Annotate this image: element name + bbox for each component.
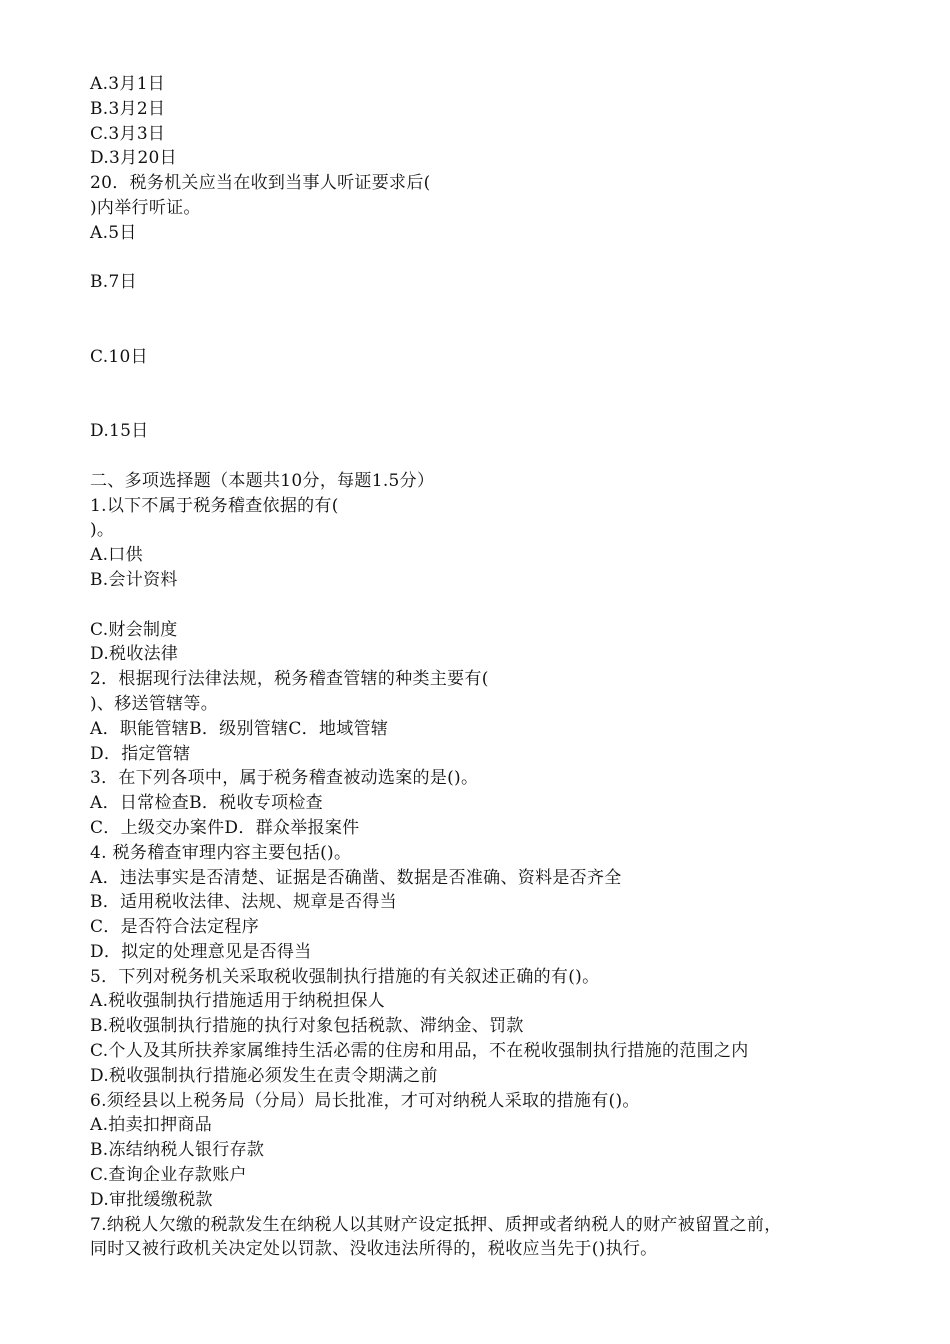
mq5-option-d: D.税收强制执行措施必须发生在责令期满之前 bbox=[90, 1065, 438, 1086]
mq1-stem-line-2: )。 bbox=[90, 520, 115, 541]
mq4-option-d: D．拟定的处理意见是否得当 bbox=[90, 941, 312, 962]
mq6-option-d: D.审批缓缴税款 bbox=[90, 1189, 213, 1210]
mq6-option-c: C.查询企业存款账户 bbox=[90, 1165, 247, 1186]
section-heading: 二、多项选择题（本题共10分，每题1.5分） bbox=[90, 470, 435, 491]
mq2-options-abc: A．职能管辖B．级别管辖C．地域管辖 bbox=[90, 718, 389, 739]
q20-option-a: A.5日 bbox=[90, 222, 137, 243]
mq3-options-cd: C．上级交办案件D．群众举报案件 bbox=[90, 817, 360, 838]
mq6-option-a: A.拍卖扣押商品 bbox=[90, 1115, 213, 1136]
mq3-options-ab: A．日常检查B．税收专项检查 bbox=[90, 793, 323, 814]
mq5-option-c: C.个人及其所扶养家属维持生活必需的住房和用品，不在税收强制执行措施的范围之内 bbox=[90, 1041, 749, 1062]
mq1-option-d: D.税收法律 bbox=[90, 644, 179, 665]
mq3-stem: 3．在下列各项中，属于税务稽查被动选案的是()。 bbox=[90, 768, 479, 789]
q20-option-b: B.7日 bbox=[90, 272, 137, 293]
mq4-option-c: C．是否符合法定程序 bbox=[90, 917, 260, 938]
q20-option-d: D.15日 bbox=[90, 421, 149, 442]
q19-option-d: D.3月20日 bbox=[90, 148, 177, 169]
q20-stem-line-2: )内举行听证。 bbox=[90, 197, 201, 218]
mq1-option-c: C.财会制度 bbox=[90, 619, 178, 640]
q19-option-b: B.3月2日 bbox=[90, 98, 166, 119]
mq2-stem-line-2: )、移送管辖等。 bbox=[90, 693, 219, 714]
mq1-stem-line-1: 1.以下不属于税务稽查依据的有( bbox=[90, 495, 339, 516]
mq5-option-a: A.税收强制执行措施适用于纳税担保人 bbox=[90, 991, 386, 1012]
q19-option-c: C.3月3日 bbox=[90, 123, 166, 144]
mq2-stem-line-1: 2．根据现行法律法规，税务稽查管辖的种类主要有( bbox=[90, 669, 489, 690]
mq4-option-a: A．违法事实是否清楚、证据是否确凿、数据是否准确、资料是否齐全 bbox=[90, 867, 622, 888]
mq1-option-b: B.会计资料 bbox=[90, 569, 178, 590]
mq7-stem-line-1: 7.纳税人欠缴的税款发生在纳税人以其财产设定抵押、质押或者纳税人的财产被留置之前， bbox=[90, 1214, 782, 1235]
blank-spacer bbox=[90, 295, 890, 345]
mq6-option-b: B.冻结纳税人银行存款 bbox=[90, 1140, 265, 1161]
blank-spacer bbox=[90, 593, 890, 618]
mq4-option-b: B．适用税收法律、法规、规章是否得当 bbox=[90, 892, 397, 913]
mq5-stem: 5．下列对税务机关采取税收强制执行措施的有关叙述正确的有()。 bbox=[90, 966, 600, 987]
mq4-stem: 4. 税务稽查审理内容主要包括()。 bbox=[90, 842, 352, 863]
blank-spacer bbox=[90, 444, 890, 469]
mq2-option-d: D．指定管辖 bbox=[90, 743, 191, 764]
q20-stem-line-1: 20．税务机关应当在收到当事人听证要求后( bbox=[90, 173, 431, 194]
mq1-option-a: A.口供 bbox=[90, 545, 143, 566]
mq6-stem: 6.须经县以上税务局（分局）局长批准，才可对纳税人采取的措施有()。 bbox=[90, 1090, 640, 1111]
q19-option-a: A.3月1日 bbox=[90, 74, 166, 94]
mq5-option-b: B.税收强制执行措施的执行对象包括税款、滞纳金、罚款 bbox=[90, 1016, 524, 1037]
q20-option-c: C.10日 bbox=[90, 346, 148, 367]
blank-spacer bbox=[90, 370, 890, 420]
document-page bbox=[90, 72, 890, 1262]
mq7-stem-line-2: 同时又被行政机关决定处以罚款、没收违法所得的，税收应当先于()执行。 bbox=[90, 1239, 658, 1260]
blank-spacer bbox=[90, 246, 890, 271]
